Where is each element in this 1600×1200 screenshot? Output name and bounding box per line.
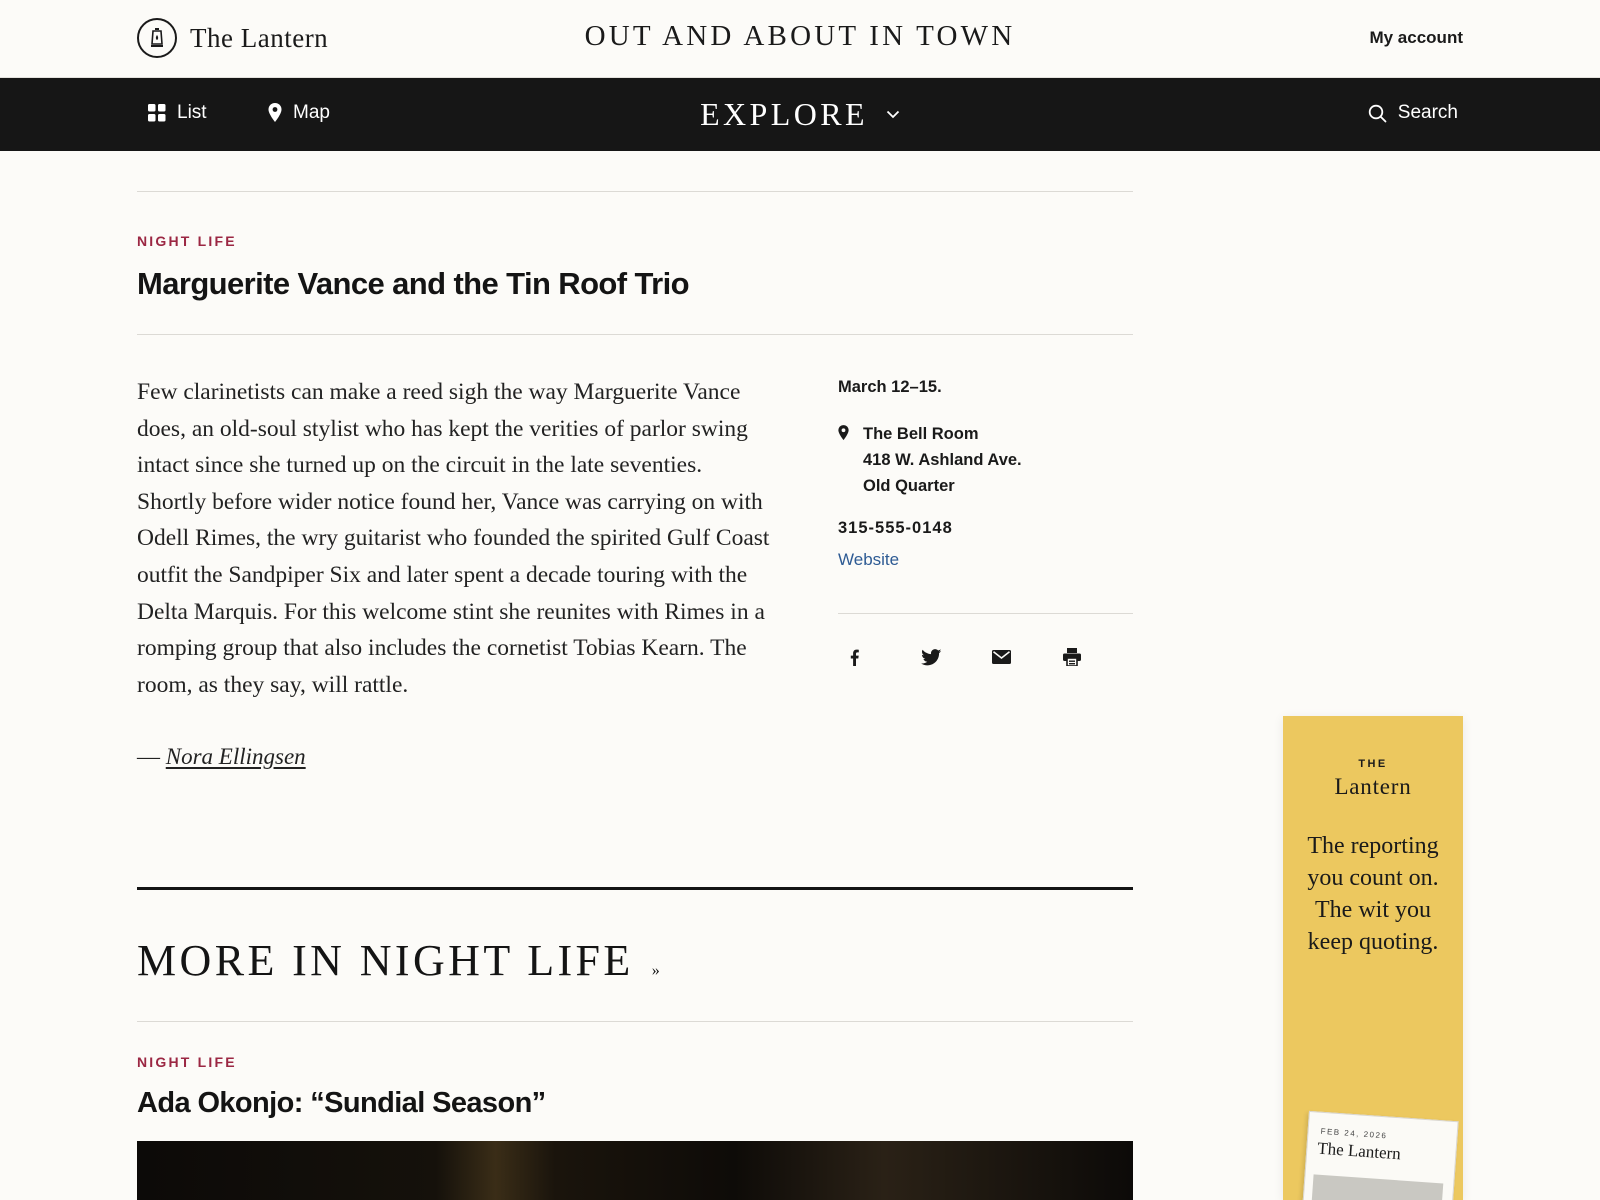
byline (137, 744, 306, 770)
more-heading-label: MORE IN NIGHT LIFE (137, 936, 634, 985)
ad-newspaper-image (1301, 1111, 1458, 1200)
subscription-ad[interactable] (1283, 716, 1463, 1200)
venue-name: The Bell Room (863, 425, 979, 443)
ad-paper-date: FEB 24, 2026 (1320, 1126, 1388, 1141)
ad-the-label: THE (1358, 758, 1388, 770)
article-headline: Marguerite Vance and the Tin Roof Trio (137, 266, 689, 301)
search-icon (1368, 104, 1387, 123)
top-header (0, 0, 1600, 78)
my-account-link[interactable]: My account (1369, 28, 1463, 47)
map-view-label: Map (293, 102, 330, 123)
share-twitter-button[interactable] (909, 645, 980, 669)
main-navbar (0, 78, 1600, 151)
section-title: OUT AND ABOUT IN TOWN (584, 20, 1016, 52)
ad-brand-name: Lantern (1334, 774, 1412, 799)
venue-area: Old Quarter (863, 477, 955, 495)
explore-dropdown-button[interactable] (700, 96, 900, 133)
website-link[interactable]: Website (838, 550, 900, 569)
more-in-night-life-link[interactable] (137, 935, 660, 986)
article-kicker[interactable]: NIGHT LIFE (137, 233, 237, 249)
more-chevron-icon: » (651, 962, 660, 979)
section-divider (137, 887, 1133, 890)
print-button[interactable] (1051, 645, 1122, 669)
article-body: Few clarinetists can make a reed sigh the way Marguerite Vance does, an old-soul stylist who has kept the verities of parlor swing intact since she turned up on the circuit in the late seventies. Shortly before wider notice found her, Vance was carrying on with Odell Rimes, the wry guitarist who founded the spirited Gulf Coast outfit the Sandpiper Six and later spent a decade touring with the Delta Marquis. For this welcome stint she reunites with Rimes in a romping group that also includes the cornetist Tobias Kearn. The room, as they say, will rattle. (137, 379, 770, 698)
location-pin-icon (838, 425, 849, 441)
event-dates: March 12–15. (838, 378, 942, 396)
share-email-button[interactable] (980, 645, 1051, 669)
ad-paper-photo (1310, 1174, 1443, 1200)
lantern-logo-icon (137, 18, 177, 58)
byline-dash: — (137, 744, 166, 769)
twitter-icon (921, 649, 942, 666)
brand-link[interactable] (137, 18, 328, 58)
next-article-kicker[interactable]: NIGHT LIFE (137, 1054, 237, 1070)
event-details (838, 378, 1133, 570)
search-button[interactable] (1368, 102, 1458, 124)
chevron-down-icon (886, 110, 900, 119)
search-label: Search (1397, 102, 1458, 123)
ad-paper-name: The Lantern (1316, 1138, 1402, 1164)
top-divider (137, 191, 1133, 192)
print-icon (1063, 648, 1081, 666)
share-bar (838, 645, 1122, 669)
share-facebook-button[interactable] (838, 645, 909, 669)
venue (838, 421, 1133, 499)
headline-divider (137, 334, 1133, 335)
facebook-icon (850, 649, 859, 666)
ad-tagline: The reporting you count on. The wit you keep quoting. (1307, 833, 1439, 955)
list-view-label: List (177, 102, 207, 123)
next-article-headline[interactable]: Ada Okonjo: “Sundial Season” (137, 1087, 546, 1119)
more-divider (137, 1021, 1133, 1022)
venue-address-block (863, 421, 1022, 499)
share-divider (838, 613, 1133, 614)
venue-phone: 315-555-0148 (838, 519, 953, 537)
brand-name: The Lantern (190, 22, 329, 53)
venue-street: 418 W. Ashland Ave. (863, 451, 1022, 469)
explore-label: EXPLORE (700, 96, 868, 132)
next-article-photo[interactable] (137, 1141, 1133, 1200)
email-icon (992, 650, 1011, 664)
explore-menu (0, 96, 1600, 133)
byline-author-link[interactable]: Nora Ellingsen (165, 744, 306, 769)
